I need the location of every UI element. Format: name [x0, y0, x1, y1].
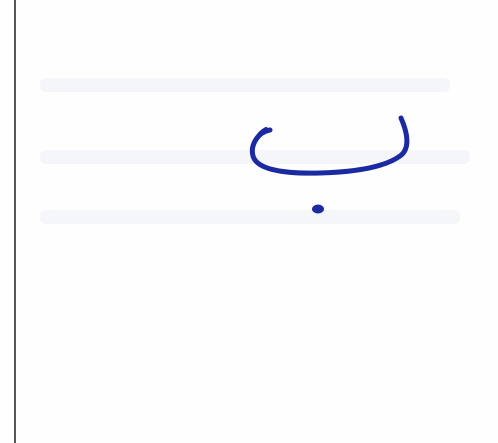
- letter-stroke: [252, 118, 407, 173]
- letter-dot: [312, 205, 324, 214]
